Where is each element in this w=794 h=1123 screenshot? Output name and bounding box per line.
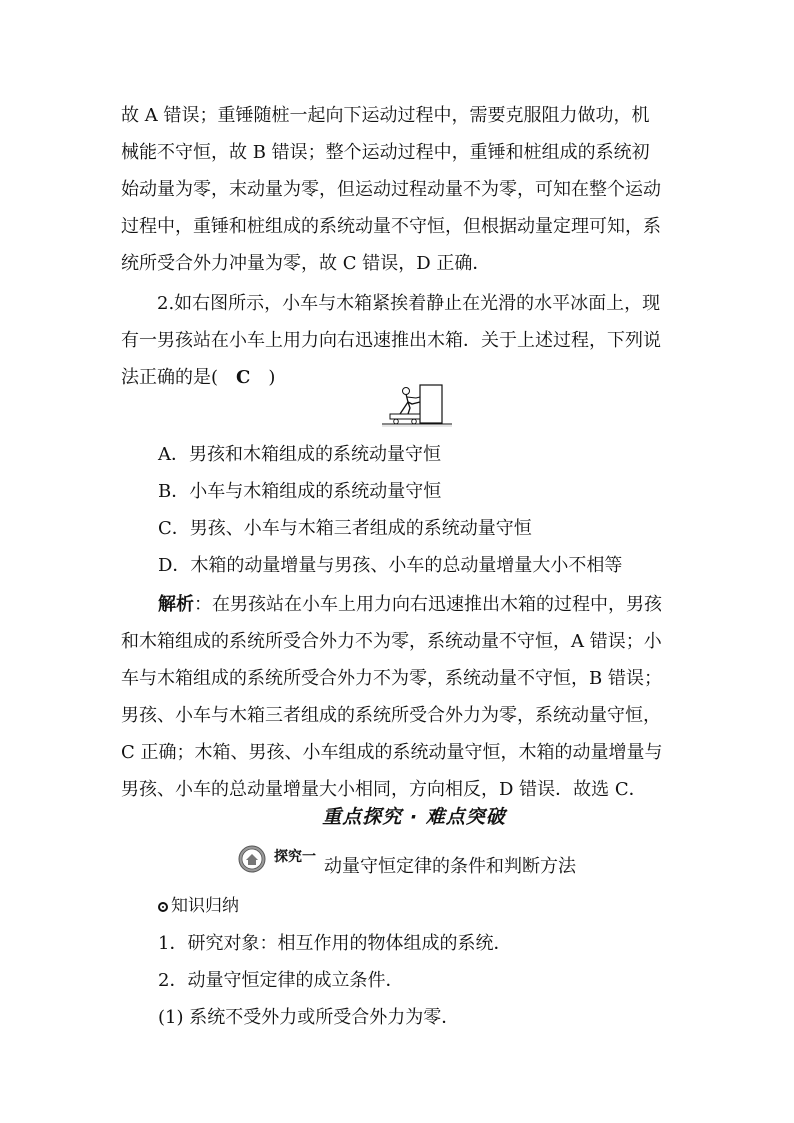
knowledge-summary-label [158, 892, 239, 920]
question2-line-2: 有一男孩站在小车上用力向右迅速推出木箱．关于上述过程，下列说 [121, 330, 661, 351]
knowledge-label-text: 知识归纳 [171, 896, 239, 916]
explore-heading [238, 843, 638, 883]
option-b: B．小车与木箱组成的系统动量守恒 [158, 481, 442, 502]
question2-line-3 [121, 359, 275, 396]
question2-line-3-text: 法正确的是( [121, 367, 237, 388]
analysis-line-6: 男孩、小车的总动量增量大小相同，方向相反，D 错误．故选 C． [121, 779, 647, 800]
explore-tag: 探究一 [274, 849, 316, 865]
section-banner-text: 重点探究 · 难点突破 [322, 806, 506, 828]
explore-title: 动量守恒定律的条件和判断方法 [324, 856, 576, 877]
point-2: 2．动量守恒定律的成立条件． [158, 970, 404, 991]
para1-line-3: 始动量为零，末动量为零，但运动过程动量不为零，可知在整个运动 [121, 179, 661, 200]
para1-line-1: 故 A 错误；重锤随桩一起向下运动过程中，需要克服阻力做功，机 [121, 105, 650, 126]
option-a: A．男孩和木箱组成的系统动量守恒 [158, 444, 441, 465]
analysis-line-2: 和木箱组成的系统所受合外力不为零，系统动量不守恒，A 错误；小 [121, 631, 662, 652]
point-1: 1．研究对象：相互作用的物体组成的系统． [158, 933, 512, 954]
section-banner [318, 800, 510, 834]
bullet-icon [158, 902, 168, 912]
explore-icon [238, 845, 266, 873]
analysis-line-1 [158, 586, 662, 623]
analysis-line-5: C 正确；木箱、男孩、小车组成的系统动量守恒，木箱的动量增量与 [121, 742, 663, 763]
question2-close: ) [250, 367, 276, 388]
point-3: (1) 系统不受外力或所受合外力为零． [158, 1007, 460, 1028]
analysis-label: 解析 [158, 594, 194, 615]
para1-line-4: 过程中，重锤和桩组成的系统动量不守恒，但根据动量定理可知，系 [121, 216, 661, 237]
question2-line-1: 2.如右图所示，小车与木箱紧挨着静止在光滑的水平冰面上，现 [157, 293, 661, 314]
option-d: D．木箱的动量增量与男孩、小车的总动量增量大小不相等 [158, 555, 623, 576]
analysis-line-4: 男孩、小车与木箱三者组成的系统所受合外力为零，系统动量守恒， [121, 705, 661, 726]
para1-line-5: 统所受合外力冲量为零，故 C 错误，D 正确． [121, 253, 491, 274]
analysis-line-1-text: ：在男孩站在小车上用力向右迅速推出木箱的过程中，男孩 [194, 594, 662, 615]
cart-box-figure [382, 380, 452, 430]
analysis-line-3: 车与木箱组成的系统所受合外力不为零，系统动量不守恒，B 错误； [121, 668, 662, 689]
para1-line-2: 械能不守恒，故 B 错误；整个运动过程中，重锤和桩组成的系统初 [121, 142, 650, 163]
question2-answer: C [236, 367, 251, 388]
option-c: C．男孩、小车与木箱三者组成的系统动量守恒 [158, 518, 532, 539]
